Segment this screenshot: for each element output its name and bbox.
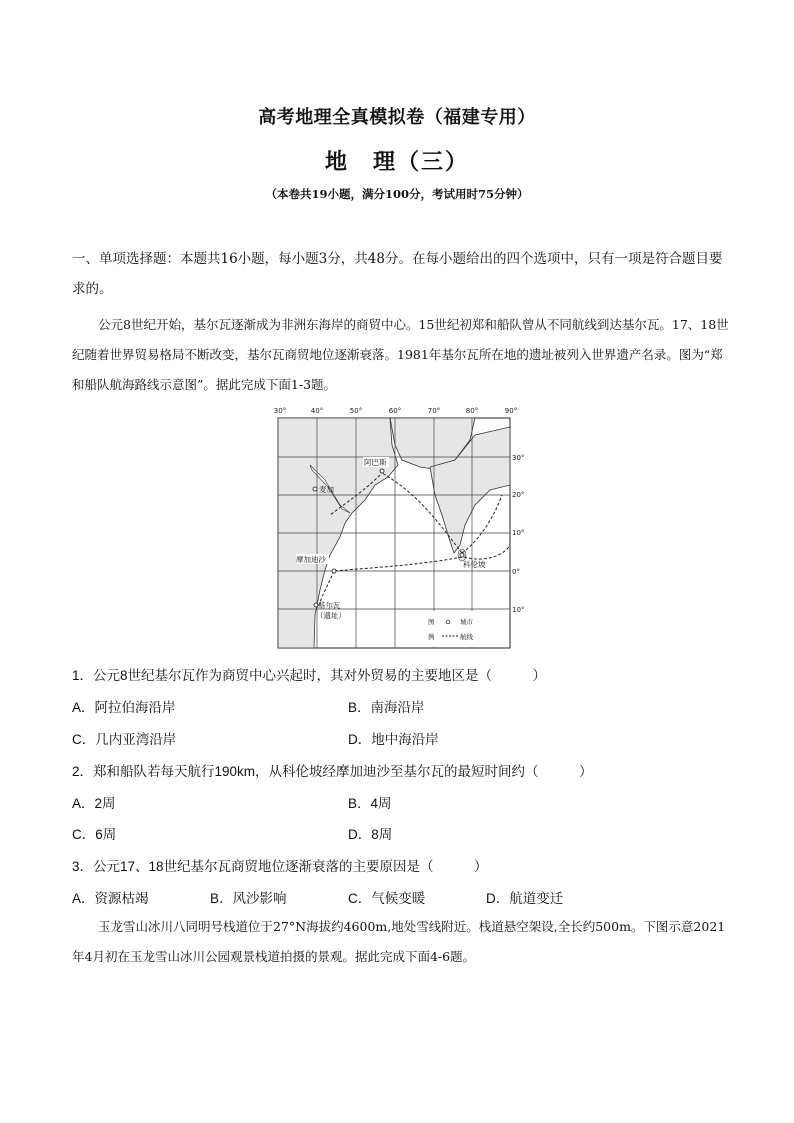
- label-colombo: 科伦坡: [463, 560, 486, 569]
- label-mogadishu: 摩加迪沙: [296, 555, 326, 564]
- lon-label-30: 30°: [273, 407, 287, 415]
- q3-option-a[interactable]: A．资源枯竭: [72, 891, 149, 906]
- question-1-stem: 1．公元8世纪基尔瓦作为商贸中心兴起时，其对外贸易的主要地区是（ ）: [72, 668, 547, 683]
- lat-label-10s: 10°: [512, 606, 525, 614]
- q2-option-b[interactable]: B．4周: [348, 796, 392, 811]
- q1-option-a[interactable]: A．阿拉伯海沿岸: [72, 700, 176, 715]
- exam-title: 高考地理全真模拟卷（福建专用）: [258, 107, 536, 128]
- lat-label-10n: 10°: [512, 529, 525, 537]
- lon-label-60: 60°: [388, 407, 402, 415]
- section-heading-text: 一、单项选择题：本题共16小题，每小题3分，共48分。在每小题给出的四个选项中，只有一项是符合题目要求的。: [72, 251, 723, 297]
- question-3-stem: 3．公元17、18世纪基尔瓦商贸地位逐渐衰落的主要原因是（ ）: [72, 859, 488, 874]
- legend-city-symbol: [446, 620, 450, 624]
- legend-route-label: 航线: [460, 633, 473, 641]
- question-2-stem: 2．郑和船队若每天航行190km，从科伦坡经摩加迪沙至基尔瓦的最短时间约（ ）: [72, 764, 593, 779]
- passage-1: 公元8世纪开始，基尔瓦逐渐成为非洲东海岸的商贸中心。15世纪初郑和船队曾从不同航线到达基尔瓦。17、18世纪随着世界贸易格局不断改变，基尔瓦商贸地位逐渐衰落。1981年基尔瓦所在地的遗址被列入世界遗产名录。图为“郑和船队航海路线示意图”。据此完成下面1-3题。: [72, 317, 729, 392]
- q3-option-b[interactable]: B．风沙影响: [210, 891, 287, 906]
- exam-note: （本卷共19小题，满分100分，考试用时75分钟）: [265, 187, 529, 201]
- lon-label-50: 50°: [349, 407, 363, 415]
- q1-option-b[interactable]: B．南海沿岸: [348, 700, 425, 715]
- label-mecca: 麦加: [319, 485, 334, 494]
- q1-option-c[interactable]: C．几内亚湾沿岸: [72, 732, 177, 747]
- city-colombo: [460, 553, 464, 557]
- lon-label-80: 80°: [465, 407, 479, 415]
- legend-title-top: 图: [428, 618, 435, 626]
- label-kilwa: 基尔瓦: [318, 601, 341, 610]
- q2-option-d[interactable]: D．8周: [348, 827, 393, 842]
- lon-label-40: 40°: [310, 407, 324, 415]
- lon-label-90: 90°: [504, 407, 518, 415]
- legend-city-label: 城市: [460, 618, 473, 626]
- label-hormuz: 阿巴斯: [364, 458, 387, 467]
- legend-box: [423, 611, 509, 647]
- zheng-he-route-map: [270, 405, 525, 652]
- paper-subtitle: 地 理（三）: [324, 149, 469, 175]
- lat-label-30n: 30°: [512, 454, 525, 462]
- section-heading: [72, 244, 727, 304]
- q3-option-d[interactable]: D．航道变迁: [486, 891, 564, 906]
- lat-label-0: 0°: [512, 568, 520, 576]
- lon-label-70: 70°: [427, 407, 441, 415]
- q1-option-d[interactable]: D．地中海沿岸: [348, 732, 439, 747]
- legend-title-bottom: 例: [428, 633, 435, 641]
- label-kilwa-note: （遗址）: [316, 611, 346, 620]
- lat-label-20n: 20°: [512, 491, 525, 499]
- city-hormuz: [380, 469, 384, 473]
- q2-option-c[interactable]: C．6周: [72, 827, 117, 842]
- city-mogadishu: [332, 569, 336, 573]
- q2-option-a[interactable]: A．2周: [72, 796, 116, 811]
- city-mecca: [313, 487, 317, 491]
- passage-2: 玉龙雪山冰川八同明号栈道位于27°N海拔约4600m,地处雪线附近。栈道悬空架设,全长约500m。下图示意2021年4月初在玉龙雪山冰川公园观景栈道拍摄的景观。据此完成下面4-6题。: [72, 919, 726, 964]
- q3-option-c[interactable]: C．气候变暖: [348, 891, 426, 906]
